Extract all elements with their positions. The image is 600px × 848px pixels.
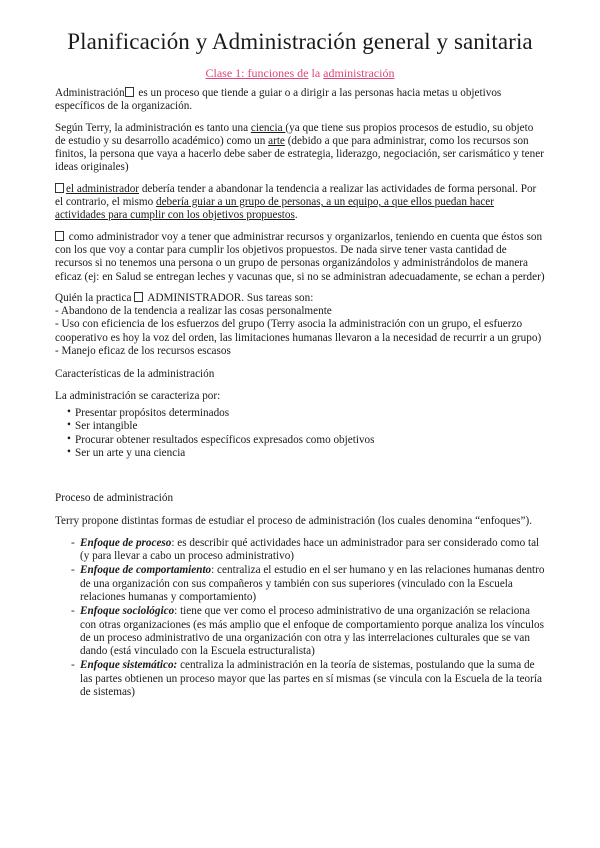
practice-section [55, 292, 545, 358]
process-heading: Proceso de administración [55, 492, 174, 505]
practice-role: ADMINISTRADOR. Sus tareas son: [145, 291, 314, 304]
administrator-text-b: . [294, 209, 298, 222]
characteristics-list [55, 407, 545, 460]
administrator-underlined: debería guiar a un grupo de personas, a un equipo, a que ellos puedan hacer actividades para cumplir con los objetivos propuestos [55, 196, 494, 222]
definition-term: Administración [55, 87, 125, 99]
task-item: - Abandono de la tendencia a realizar las cosas personalmente [55, 305, 332, 318]
checkbox-glyph-icon [55, 231, 64, 241]
subtitle-link-administration: administración [323, 66, 395, 80]
checkbox-glyph-icon [55, 183, 64, 193]
terry-text-a: Según Terry, la administración es tanto una [55, 121, 251, 134]
characteristics-intro: La administración se caracteriza por: [55, 389, 221, 402]
list-item: • Procurar obtener resultados específicos expresados como objetivos [75, 434, 545, 447]
task-item: - Uso con eficiencia de los esfuerzos del grupo (Terry asocia la administración con un grupo, el esfuerzo cooperativo es hoy la voz del orden, las limitaciones humanas llevaron a la necesidad de recurrir a un grupo) [55, 318, 542, 344]
page-title: Planificación y Administración general y sanitaria [67, 29, 533, 54]
approach-term: Enfoque de comportamiento [80, 564, 212, 577]
approach-item [71, 564, 545, 604]
checkbox-glyph-icon [134, 292, 143, 302]
practice-lead: Quién la practica [55, 291, 135, 304]
document-body [55, 87, 545, 700]
definition-text: es un proceso que tiende a guiar o a dirigir a las personas hacia metas u objetivos específicos de la organización. [55, 87, 502, 113]
terry-ciencia: ciencia [250, 121, 286, 134]
administrator-paragraph [55, 183, 545, 223]
approach-text: : tiene que ver como el proceso administrativo de una organización se relaciona con otras organizaciones (es más amplio que el enfoque de comportamiento porque analiza los vínculos de un proceso administrativo de una organización con otra y las interrelaciones culturales que se van dando (está vinculado con la Escuela estructuralista) [80, 605, 544, 658]
resources-text: como administrador voy a tener que administrar recursos y organizarlos, teniendo en cuenta que éstos son con los que voy a contar para cumplir los objetivos propuestos. De nada sirve tener vasta cantidad de recursos si no tenemos una persona o un grupo de personas organizándolos y administrándolos de manera eficaz (ej: en Salud se entregan leches y vacunas que, si no se administran adecuadamente, se echan a perder) [55, 230, 545, 283]
subtitle-link-functions: funciones de [247, 66, 309, 80]
approach-item [71, 659, 545, 699]
approach-item [71, 537, 545, 564]
subtitle-mid: la [308, 66, 324, 80]
list-item: • Ser intangible [75, 420, 545, 433]
terry-arte: arte [268, 134, 285, 147]
definition-paragraph [55, 87, 545, 114]
approach-term: Enfoque de proceso [80, 536, 172, 549]
administrator-text-a: debería tender a abandonar la tendencia a realizar las actividades de forma personal. Por el contrario, el mismo [55, 182, 537, 209]
approach-text: : es describir qué actividades hace un administrador para ser considerado como tal (y para llevar a cabo un proceso administrativo) [80, 536, 540, 563]
approaches-list [55, 537, 545, 700]
approach-item [71, 605, 545, 658]
list-item: • Ser un arte y una ciencia [75, 447, 545, 460]
approach-term: Enfoque sistemático: [80, 659, 178, 672]
checkbox-glyph-icon [125, 87, 134, 97]
administrator-term: el administrador [66, 182, 140, 195]
terry-text-b: (ya que tiene sus propios procesos de estudio, su objeto de estudio y su desarrollo académico) como un [55, 121, 534, 147]
approach-text: centraliza la administración en la teoría de sistemas, postulando que la suma de las partes obtienen un proceso mayor que las partes en sí mismas (se vincula con la Escuela de la teoría de sistemas) [80, 659, 542, 698]
subtitle-prefix: Clase 1: [205, 66, 248, 80]
approach-term: Enfoque sociológico [80, 605, 175, 618]
resources-paragraph [55, 231, 545, 284]
class-subtitle [0, 66, 600, 81]
task-item: - Manejo eficaz de los recursos escasos [55, 345, 231, 358]
terry-text-c: (debido a que para administrar, como los recursos son finitos, la persona que vaya a hacerlo debe saber de estrategia, liderazgo, negociación, ser carismático y tener ideas originales) [55, 134, 544, 174]
process-intro: Terry propone distintas formas de estudiar el proceso de administración (los cuales denomina “enfoques”). [55, 515, 533, 528]
approach-text: : centraliza el estudio en el ser humano y en las relaciones humanas dentro de una organización con sus compañeros y también con sus superiores (vinculado con la Escuela relaciones humanas y comportamiento) [80, 564, 545, 603]
list-item: • Presentar propósitos determinados [75, 407, 545, 420]
terry-paragraph [55, 122, 545, 175]
practice-heading [55, 292, 545, 305]
characteristics-heading: Características de la administración [55, 368, 215, 381]
